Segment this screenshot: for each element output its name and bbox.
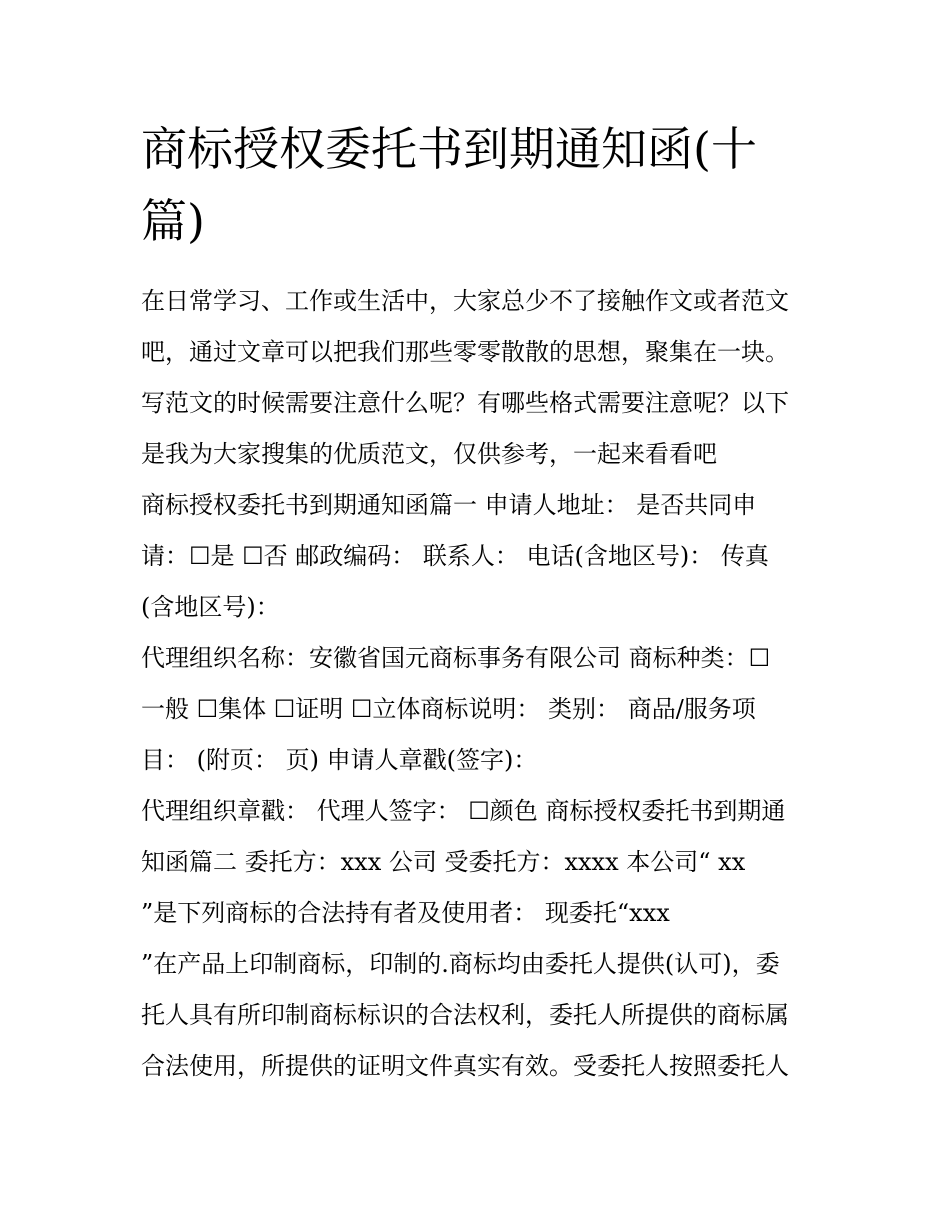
body-line: 写范文的时候需要注意什么呢？有哪些格式需要注意呢？以下: [141, 389, 789, 417]
body-line: 代理组织章戳： 代理人签字： ☐颜色 商标授权委托书到期通: [141, 797, 786, 825]
body-line: ”是下列商标的合法持有者及使用者： 现委托“xxx: [141, 899, 670, 927]
body-line: 是我为大家搜集的优质范文，仅供参考，一起来看看吧: [141, 440, 717, 468]
body-line: 代理组织名称：安徽省国元商标事务有限公司 商标种类：☐: [141, 644, 771, 672]
body-line: 目： (附页： 页) 申请人章戳(签字)：: [141, 746, 538, 774]
document-body: [141, 276, 831, 1092]
body-line: 吧，通过文章可以把我们那些零零散散的思想，聚集在一块。: [141, 338, 789, 366]
title-line-1: 商标授权委托书到期通知函(十: [141, 122, 757, 176]
body-line: 托人具有所印制商标标识的合法权利，委托人所提供的商标属: [141, 1001, 789, 1029]
body-line: 知函篇二 委托方：xxx 公司 受委托方：xxxx 本公司“ xx: [141, 848, 746, 876]
body-line: 商标授权委托书到期通知函篇一 申请人地址： 是否共同申: [141, 491, 757, 519]
body-line: 请：☐是 ☐否 邮政编码： 联系人： 电话(含地区号)： 传真: [141, 542, 769, 570]
body-line: ”在产品上印制商标，印制的.商标均由委托人提供(认可)，委: [141, 950, 780, 978]
title-line-2: 篇): [141, 194, 205, 248]
body-line: 一般 ☐集体 ☐证明 ☐立体商标说明： 类别： 商品/服务项: [141, 695, 756, 723]
body-line: (含地区号)：: [141, 593, 280, 621]
body-line: 在日常学习、工作或生活中，大家总少不了接触作文或者范文: [141, 287, 789, 315]
body-line: 合法使用，所提供的证明文件真实有效。受委托人按照委托人: [141, 1052, 789, 1080]
document-title: [141, 113, 821, 257]
